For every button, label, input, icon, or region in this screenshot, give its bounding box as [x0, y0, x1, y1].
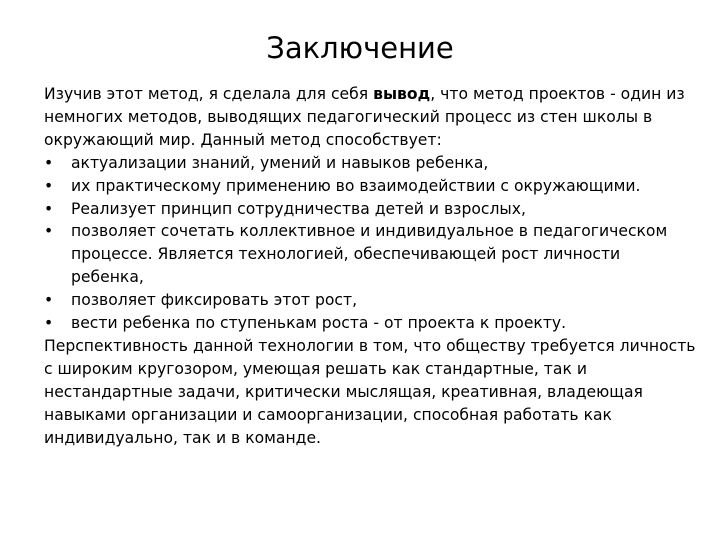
bullet-marker: •	[44, 222, 54, 241]
slide-body	[44, 83, 696, 450]
bullet-item	[44, 289, 696, 312]
bullet-marker: •	[44, 153, 54, 172]
bullet-item	[44, 198, 696, 221]
bullet-marker: •	[44, 176, 54, 195]
bullet-marker: •	[44, 199, 54, 218]
conclusion-paragraph: Перспективность данной технологии в том, что обществу требуется личность с широким кругозором, умеющая решать как стандартные, так и нестандартные задачи, критически мыслящая, креативная, владеющая навыками организации и самоорганизации, способная работать как индивидуально, так и в команде.	[44, 336, 696, 447]
intro-bold-word: вывод	[373, 85, 431, 103]
bullet-item	[44, 312, 696, 335]
bullet-item	[44, 175, 696, 198]
bullet-text: вести ребенка по ступенькам роста - от проекта к проекту.	[71, 314, 567, 333]
bullet-item	[44, 220, 696, 289]
bullet-item	[44, 152, 696, 175]
intro-text-start: Изучив этот метод, я сделала для себя	[44, 85, 374, 103]
bullet-list	[44, 152, 696, 335]
bullet-text: Реализует принцип сотрудничества детей и взрослых,	[71, 199, 526, 218]
bullet-text: их практическому применению во взаимодействии с окружающими.	[71, 176, 641, 195]
bullet-marker: •	[44, 314, 54, 333]
bullet-text: позволяет фиксировать этот рост,	[71, 291, 358, 310]
bullet-marker: •	[44, 291, 54, 310]
slide-title: Заключение	[266, 31, 454, 65]
bullet-text: позволяет сочетать коллективное и индивидуальное в педагогическом процессе. Является технологией, обеспечивающей рост личности ребенка,	[71, 222, 668, 287]
intro-paragraph	[44, 83, 696, 152]
intro-text-end: , что метод проектов - один из немногих методов, выводящих педагогический процесс из стен школы в окружающий мир. Данный метод способствует:	[44, 85, 685, 149]
bullet-text: актуализации знаний, умений и навыков ребенка,	[71, 153, 489, 172]
